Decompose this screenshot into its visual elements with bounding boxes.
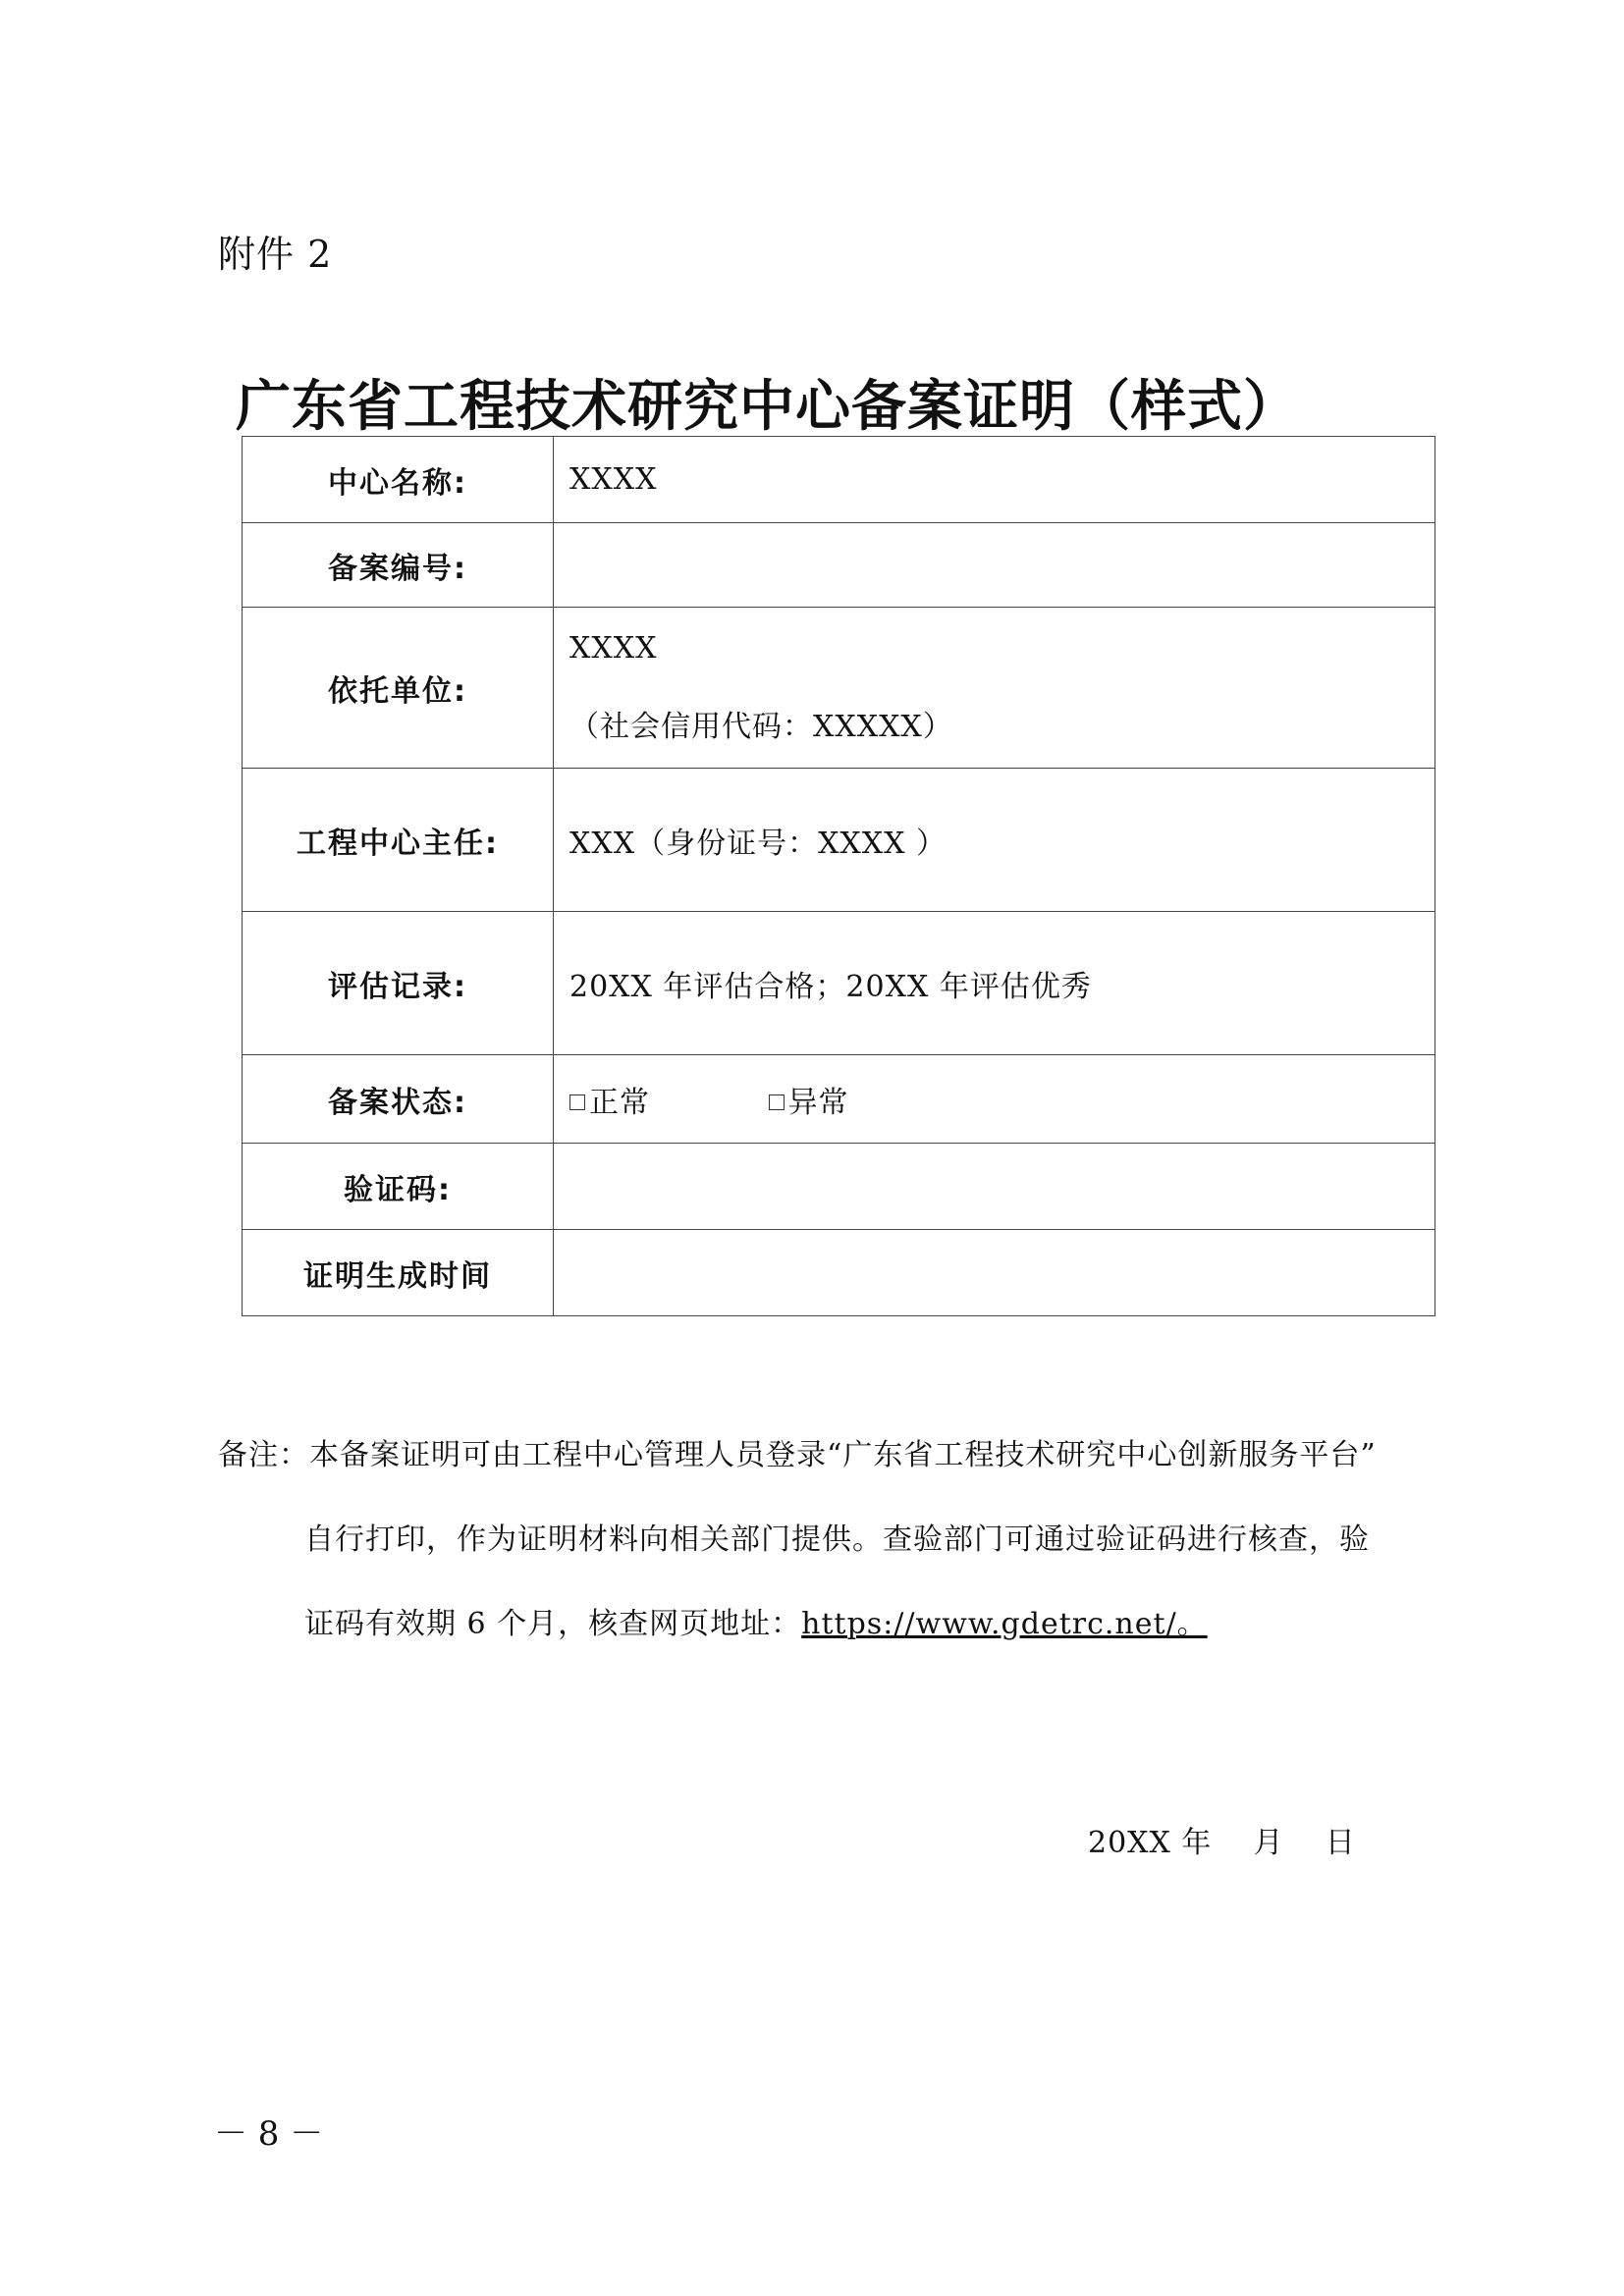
table-row: [243, 1144, 1435, 1230]
certificate-table: [242, 436, 1435, 1316]
remarks-line: [218, 1582, 1475, 1667]
table-row: [243, 608, 1435, 769]
row-label: 依托单位:: [243, 608, 554, 769]
verification-link[interactable]: https://www.gdetrc.net/。: [801, 1607, 1208, 1641]
row-label: 备案状态:: [243, 1055, 554, 1144]
status-normal-label: 正常: [589, 1085, 650, 1120]
evaluation-record-value: 20XX 年评估合格；20XX 年评估优秀: [554, 912, 1435, 1055]
row-label: 证明生成时间: [243, 1230, 554, 1316]
center-name-value: XXXX: [554, 437, 1435, 523]
table-row: [243, 1230, 1435, 1316]
table-row: [243, 1055, 1435, 1144]
table-row: [243, 437, 1435, 523]
status-normal-option[interactable]: [569, 1078, 650, 1121]
page-number: － 8 －: [214, 2114, 324, 2154]
checkbox-icon[interactable]: [769, 1095, 785, 1110]
row-label: 备案编号:: [243, 523, 554, 608]
director-value: XXX（身份证号：XXXX ）: [554, 769, 1435, 912]
remarks-line: 自行打印，作为证明材料向相关部门提供。查验部门可通过验证码进行核查，验: [304, 1522, 1370, 1557]
table-row: [243, 912, 1435, 1055]
generation-time-value: [554, 1230, 1435, 1316]
date-line: 20XX 年 月 日: [1088, 1826, 1356, 1860]
table-row: [243, 769, 1435, 912]
host-unit-value: [554, 608, 1435, 769]
verification-code-value: [554, 1144, 1435, 1230]
row-label: 评估记录:: [243, 912, 554, 1055]
table-row: [243, 523, 1435, 608]
row-label: 中心名称:: [243, 437, 554, 523]
row-label: 工程中心主任:: [243, 769, 554, 912]
checkbox-icon[interactable]: [569, 1095, 585, 1110]
host-unit-name: XXXX: [569, 630, 658, 666]
status-abnormal-option[interactable]: [769, 1078, 849, 1121]
remarks: [218, 1414, 1475, 1667]
document-title: 广东省工程技术研究中心备案证明（样式）: [236, 375, 1299, 439]
remarks-line: 备注：本备案证明可由工程中心管理人员登录“广东省工程技术研究中心创新服务平台”: [218, 1438, 1377, 1472]
credit-code: （社会信用代码：XXXXX）: [569, 709, 953, 744]
record-status-value: [554, 1055, 1435, 1144]
record-number-value: [554, 523, 1435, 608]
status-abnormal-label: 异常: [787, 1085, 849, 1120]
row-label: 验证码:: [243, 1144, 554, 1230]
attachment-label: 附件 2: [218, 233, 333, 276]
remarks-line-text: 证码有效期 6 个月，核查网页地址：: [304, 1607, 802, 1641]
